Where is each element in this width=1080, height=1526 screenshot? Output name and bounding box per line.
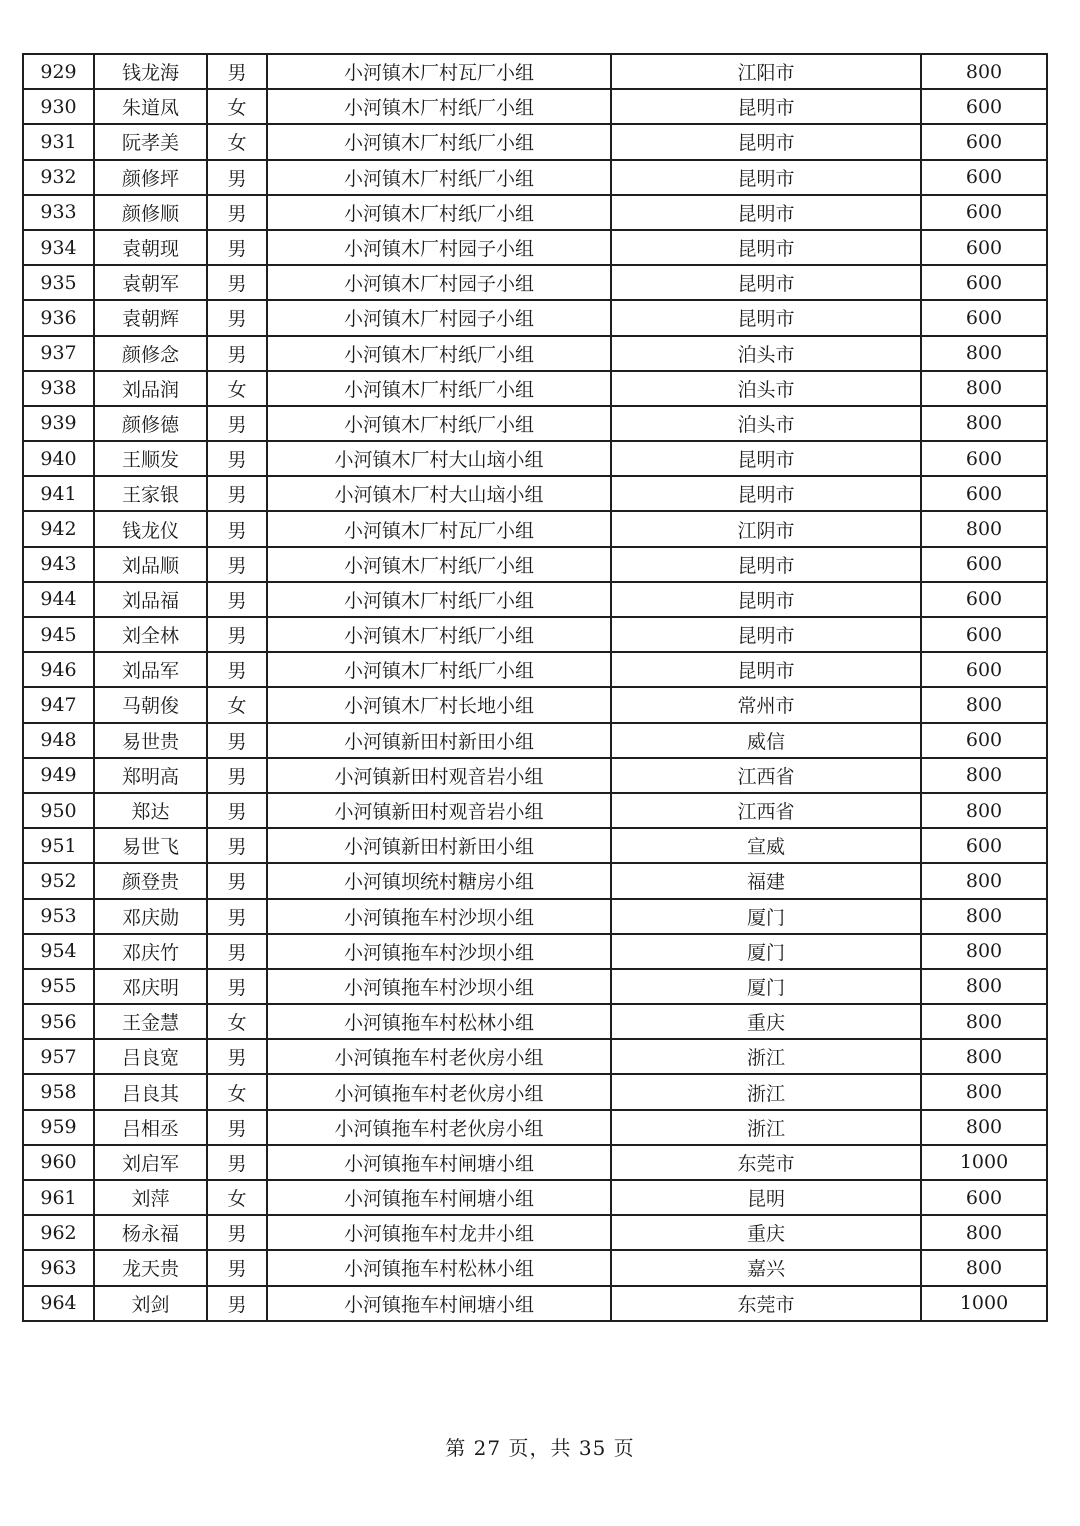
- gender-cell: 男: [207, 617, 267, 652]
- address-cell: 小河镇木厂村园子小组: [267, 265, 611, 300]
- amount-cell: 800: [921, 1110, 1047, 1145]
- table-row: [23, 336, 1047, 371]
- roster-table-body: [23, 54, 1047, 1321]
- table-row: [23, 934, 1047, 969]
- table-row: [23, 758, 1047, 793]
- gender-cell: 女: [207, 371, 267, 406]
- address-cell: 小河镇拖车村松林小组: [267, 1250, 611, 1285]
- amount-cell: 600: [921, 441, 1047, 476]
- workplace-cell: 浙江: [611, 1074, 921, 1109]
- table-row: [23, 230, 1047, 265]
- address-cell: 小河镇拖车村沙坝小组: [267, 899, 611, 934]
- address-cell: 小河镇拖车村松林小组: [267, 1004, 611, 1039]
- workplace-cell: 江西省: [611, 793, 921, 828]
- amount-cell: 600: [921, 160, 1047, 195]
- table-row: [23, 899, 1047, 934]
- row-number-cell: 960: [23, 1145, 94, 1180]
- address-cell: 小河镇拖车村老伙房小组: [267, 1039, 611, 1074]
- table-row: [23, 687, 1047, 722]
- address-cell: 小河镇拖车村龙井小组: [267, 1215, 611, 1250]
- gender-cell: 男: [207, 547, 267, 582]
- gender-cell: 男: [207, 1039, 267, 1074]
- address-cell: 小河镇拖车村闸塘小组: [267, 1145, 611, 1180]
- amount-cell: 1000: [921, 1286, 1047, 1321]
- name-cell: 朱道凤: [94, 89, 207, 124]
- amount-cell: 800: [921, 371, 1047, 406]
- row-number-cell: 942: [23, 511, 94, 546]
- workplace-cell: 昆明市: [611, 265, 921, 300]
- table-row: [23, 723, 1047, 758]
- workplace-cell: 厦门: [611, 899, 921, 934]
- row-number-cell: 943: [23, 547, 94, 582]
- amount-cell: 600: [921, 124, 1047, 159]
- table-row: [23, 969, 1047, 1004]
- name-cell: 邓庆勋: [94, 899, 207, 934]
- amount-cell: 1000: [921, 1145, 1047, 1180]
- workplace-cell: 昆明市: [611, 300, 921, 335]
- table-row: [23, 124, 1047, 159]
- amount-cell: 800: [921, 1039, 1047, 1074]
- amount-cell: 600: [921, 582, 1047, 617]
- workplace-cell: 昆明市: [611, 124, 921, 159]
- workplace-cell: 福建: [611, 863, 921, 898]
- row-number-cell: 937: [23, 336, 94, 371]
- table-row: [23, 511, 1047, 546]
- gender-cell: 男: [207, 160, 267, 195]
- address-cell: 小河镇拖车村沙坝小组: [267, 969, 611, 1004]
- address-cell: 小河镇新田村新田小组: [267, 723, 611, 758]
- address-cell: 小河镇新田村新田小组: [267, 828, 611, 863]
- gender-cell: 男: [207, 1145, 267, 1180]
- name-cell: 袁朝现: [94, 230, 207, 265]
- workplace-cell: 昆明市: [611, 230, 921, 265]
- name-cell: 吕良宽: [94, 1039, 207, 1074]
- row-number-cell: 956: [23, 1004, 94, 1039]
- row-number-cell: 940: [23, 441, 94, 476]
- table-row: [23, 828, 1047, 863]
- name-cell: 龙天贵: [94, 1250, 207, 1285]
- table-row: [23, 160, 1047, 195]
- gender-cell: 男: [207, 652, 267, 687]
- table-row: [23, 793, 1047, 828]
- table-row: [23, 547, 1047, 582]
- amount-cell: 600: [921, 476, 1047, 511]
- workplace-cell: 东莞市: [611, 1286, 921, 1321]
- address-cell: 小河镇新田村观音岩小组: [267, 793, 611, 828]
- address-cell: 小河镇木厂村纸厂小组: [267, 89, 611, 124]
- amount-cell: 800: [921, 511, 1047, 546]
- row-number-cell: 938: [23, 371, 94, 406]
- address-cell: 小河镇木厂村纸厂小组: [267, 582, 611, 617]
- workplace-cell: 威信: [611, 723, 921, 758]
- row-number-cell: 929: [23, 54, 94, 89]
- table-row: [23, 1215, 1047, 1250]
- row-number-cell: 958: [23, 1074, 94, 1109]
- amount-cell: 800: [921, 54, 1047, 89]
- address-cell: 小河镇拖车村沙坝小组: [267, 934, 611, 969]
- gender-cell: 男: [207, 969, 267, 1004]
- row-number-cell: 959: [23, 1110, 94, 1145]
- amount-cell: 600: [921, 652, 1047, 687]
- gender-cell: 男: [207, 265, 267, 300]
- row-number-cell: 932: [23, 160, 94, 195]
- address-cell: 小河镇木厂村纸厂小组: [267, 371, 611, 406]
- row-number-cell: 930: [23, 89, 94, 124]
- table-row: [23, 1286, 1047, 1321]
- name-cell: 邓庆明: [94, 969, 207, 1004]
- gender-cell: 女: [207, 1180, 267, 1215]
- workplace-cell: 江西省: [611, 758, 921, 793]
- gender-cell: 男: [207, 723, 267, 758]
- name-cell: 易世飞: [94, 828, 207, 863]
- row-number-cell: 964: [23, 1286, 94, 1321]
- row-number-cell: 952: [23, 863, 94, 898]
- name-cell: 刘剑: [94, 1286, 207, 1321]
- workplace-cell: 昆明市: [611, 582, 921, 617]
- gender-cell: 男: [207, 1215, 267, 1250]
- name-cell: 马朝俊: [94, 687, 207, 722]
- table-row: [23, 863, 1047, 898]
- address-cell: 小河镇木厂村瓦厂小组: [267, 511, 611, 546]
- gender-cell: 男: [207, 1286, 267, 1321]
- workplace-cell: 常州市: [611, 687, 921, 722]
- row-number-cell: 955: [23, 969, 94, 1004]
- name-cell: 刘萍: [94, 1180, 207, 1215]
- table-row: [23, 1110, 1047, 1145]
- gender-cell: 男: [207, 793, 267, 828]
- gender-cell: 男: [207, 863, 267, 898]
- workplace-cell: 昆明市: [611, 617, 921, 652]
- amount-cell: 800: [921, 969, 1047, 1004]
- gender-cell: 男: [207, 230, 267, 265]
- amount-cell: 600: [921, 617, 1047, 652]
- table-row: [23, 406, 1047, 441]
- gender-cell: 男: [207, 476, 267, 511]
- gender-cell: 男: [207, 511, 267, 546]
- name-cell: 刘品润: [94, 371, 207, 406]
- address-cell: 小河镇拖车村老伙房小组: [267, 1074, 611, 1109]
- workplace-cell: 重庆: [611, 1215, 921, 1250]
- address-cell: 小河镇木厂村纸厂小组: [267, 617, 611, 652]
- gender-cell: 男: [207, 828, 267, 863]
- row-number-cell: 945: [23, 617, 94, 652]
- table-row: [23, 54, 1047, 89]
- amount-cell: 800: [921, 793, 1047, 828]
- table-row: [23, 617, 1047, 652]
- gender-cell: 男: [207, 1110, 267, 1145]
- row-number-cell: 962: [23, 1215, 94, 1250]
- name-cell: 王金慧: [94, 1004, 207, 1039]
- amount-cell: 600: [921, 1180, 1047, 1215]
- name-cell: 刘全林: [94, 617, 207, 652]
- amount-cell: 800: [921, 1074, 1047, 1109]
- table-row: [23, 1250, 1047, 1285]
- row-number-cell: 951: [23, 828, 94, 863]
- workplace-cell: 重庆: [611, 1004, 921, 1039]
- amount-cell: 800: [921, 758, 1047, 793]
- address-cell: 小河镇新田村观音岩小组: [267, 758, 611, 793]
- gender-cell: 男: [207, 934, 267, 969]
- workplace-cell: 浙江: [611, 1039, 921, 1074]
- workplace-cell: 嘉兴: [611, 1250, 921, 1285]
- amount-cell: 800: [921, 1215, 1047, 1250]
- address-cell: 小河镇拖车村闸塘小组: [267, 1180, 611, 1215]
- workplace-cell: 昆明市: [611, 652, 921, 687]
- table-row: [23, 300, 1047, 335]
- row-number-cell: 947: [23, 687, 94, 722]
- address-cell: 小河镇木厂村纸厂小组: [267, 124, 611, 159]
- name-cell: 杨永福: [94, 1215, 207, 1250]
- name-cell: 郑达: [94, 793, 207, 828]
- row-number-cell: 954: [23, 934, 94, 969]
- table-row: [23, 1004, 1047, 1039]
- name-cell: 颜修德: [94, 406, 207, 441]
- table-row: [23, 1074, 1047, 1109]
- table-row: [23, 195, 1047, 230]
- workplace-cell: 泊头市: [611, 406, 921, 441]
- row-number-cell: 963: [23, 1250, 94, 1285]
- address-cell: 小河镇木厂村大山垴小组: [267, 441, 611, 476]
- gender-cell: 男: [207, 582, 267, 617]
- name-cell: 易世贵: [94, 723, 207, 758]
- name-cell: 刘启军: [94, 1145, 207, 1180]
- gender-cell: 女: [207, 124, 267, 159]
- gender-cell: 男: [207, 441, 267, 476]
- gender-cell: 男: [207, 195, 267, 230]
- name-cell: 王家银: [94, 476, 207, 511]
- workplace-cell: 厦门: [611, 934, 921, 969]
- row-number-cell: 941: [23, 476, 94, 511]
- address-cell: 小河镇木厂村大山垴小组: [267, 476, 611, 511]
- name-cell: 钱龙海: [94, 54, 207, 89]
- name-cell: 颜登贵: [94, 863, 207, 898]
- gender-cell: 男: [207, 899, 267, 934]
- table-row: [23, 582, 1047, 617]
- table-row: [23, 1145, 1047, 1180]
- name-cell: 刘品顺: [94, 547, 207, 582]
- workplace-cell: 江阳市: [611, 54, 921, 89]
- address-cell: 小河镇坝统村糖房小组: [267, 863, 611, 898]
- row-number-cell: 939: [23, 406, 94, 441]
- address-cell: 小河镇木厂村纸厂小组: [267, 195, 611, 230]
- gender-cell: 男: [207, 54, 267, 89]
- name-cell: 颜修坪: [94, 160, 207, 195]
- workplace-cell: 昆明市: [611, 89, 921, 124]
- gender-cell: 女: [207, 687, 267, 722]
- gender-cell: 男: [207, 336, 267, 371]
- name-cell: 王顺发: [94, 441, 207, 476]
- workplace-cell: 浙江: [611, 1110, 921, 1145]
- table-row: [23, 371, 1047, 406]
- page-footer: 第 27 页，共 35 页: [445, 1436, 635, 1460]
- row-number-cell: 935: [23, 265, 94, 300]
- amount-cell: 800: [921, 863, 1047, 898]
- table-row: [23, 1180, 1047, 1215]
- row-number-cell: 953: [23, 899, 94, 934]
- address-cell: 小河镇木厂村纸厂小组: [267, 336, 611, 371]
- row-number-cell: 944: [23, 582, 94, 617]
- workplace-cell: 昆明市: [611, 195, 921, 230]
- address-cell: 小河镇拖车村闸塘小组: [267, 1286, 611, 1321]
- amount-cell: 800: [921, 934, 1047, 969]
- amount-cell: 600: [921, 723, 1047, 758]
- amount-cell: 800: [921, 406, 1047, 441]
- address-cell: 小河镇拖车村老伙房小组: [267, 1110, 611, 1145]
- workplace-cell: 昆明市: [611, 441, 921, 476]
- gender-cell: 男: [207, 1250, 267, 1285]
- amount-cell: 600: [921, 300, 1047, 335]
- name-cell: 吕良其: [94, 1074, 207, 1109]
- amount-cell: 600: [921, 230, 1047, 265]
- amount-cell: 600: [921, 89, 1047, 124]
- address-cell: 小河镇木厂村纸厂小组: [267, 547, 611, 582]
- name-cell: 郑明高: [94, 758, 207, 793]
- row-number-cell: 934: [23, 230, 94, 265]
- amount-cell: 600: [921, 265, 1047, 300]
- name-cell: 邓庆竹: [94, 934, 207, 969]
- address-cell: 小河镇木厂村园子小组: [267, 300, 611, 335]
- workplace-cell: 宣威: [611, 828, 921, 863]
- amount-cell: 600: [921, 828, 1047, 863]
- row-number-cell: 949: [23, 758, 94, 793]
- table-row: [23, 441, 1047, 476]
- amount-cell: 800: [921, 899, 1047, 934]
- name-cell: 袁朝辉: [94, 300, 207, 335]
- workplace-cell: 泊头市: [611, 371, 921, 406]
- table-row: [23, 652, 1047, 687]
- table-row: [23, 1039, 1047, 1074]
- name-cell: 阮孝美: [94, 124, 207, 159]
- name-cell: 刘品军: [94, 652, 207, 687]
- gender-cell: 男: [207, 406, 267, 441]
- workplace-cell: 昆明市: [611, 547, 921, 582]
- gender-cell: 女: [207, 1074, 267, 1109]
- workplace-cell: 昆明市: [611, 160, 921, 195]
- address-cell: 小河镇木厂村长地小组: [267, 687, 611, 722]
- address-cell: 小河镇木厂村园子小组: [267, 230, 611, 265]
- gender-cell: 男: [207, 300, 267, 335]
- amount-cell: 600: [921, 547, 1047, 582]
- address-cell: 小河镇木厂村纸厂小组: [267, 652, 611, 687]
- table-row: [23, 265, 1047, 300]
- name-cell: 颜修顺: [94, 195, 207, 230]
- workplace-cell: 昆明: [611, 1180, 921, 1215]
- address-cell: 小河镇木厂村纸厂小组: [267, 160, 611, 195]
- table-row: [23, 89, 1047, 124]
- amount-cell: 800: [921, 687, 1047, 722]
- gender-cell: 女: [207, 1004, 267, 1039]
- name-cell: 颜修念: [94, 336, 207, 371]
- amount-cell: 800: [921, 1004, 1047, 1039]
- roster-table: [22, 53, 1048, 1322]
- workplace-cell: 厦门: [611, 969, 921, 1004]
- workplace-cell: 东莞市: [611, 1145, 921, 1180]
- gender-cell: 女: [207, 89, 267, 124]
- table-row: [23, 476, 1047, 511]
- workplace-cell: 泊头市: [611, 336, 921, 371]
- workplace-cell: 江阴市: [611, 511, 921, 546]
- row-number-cell: 931: [23, 124, 94, 159]
- name-cell: 钱龙仪: [94, 511, 207, 546]
- name-cell: 刘品福: [94, 582, 207, 617]
- amount-cell: 800: [921, 1250, 1047, 1285]
- address-cell: 小河镇木厂村瓦厂小组: [267, 54, 611, 89]
- row-number-cell: 936: [23, 300, 94, 335]
- row-number-cell: 950: [23, 793, 94, 828]
- workplace-cell: 昆明市: [611, 476, 921, 511]
- name-cell: 吕相丞: [94, 1110, 207, 1145]
- amount-cell: 800: [921, 336, 1047, 371]
- name-cell: 袁朝军: [94, 265, 207, 300]
- gender-cell: 男: [207, 758, 267, 793]
- row-number-cell: 946: [23, 652, 94, 687]
- row-number-cell: 961: [23, 1180, 94, 1215]
- row-number-cell: 957: [23, 1039, 94, 1074]
- row-number-cell: 948: [23, 723, 94, 758]
- row-number-cell: 933: [23, 195, 94, 230]
- address-cell: 小河镇木厂村纸厂小组: [267, 406, 611, 441]
- amount-cell: 600: [921, 195, 1047, 230]
